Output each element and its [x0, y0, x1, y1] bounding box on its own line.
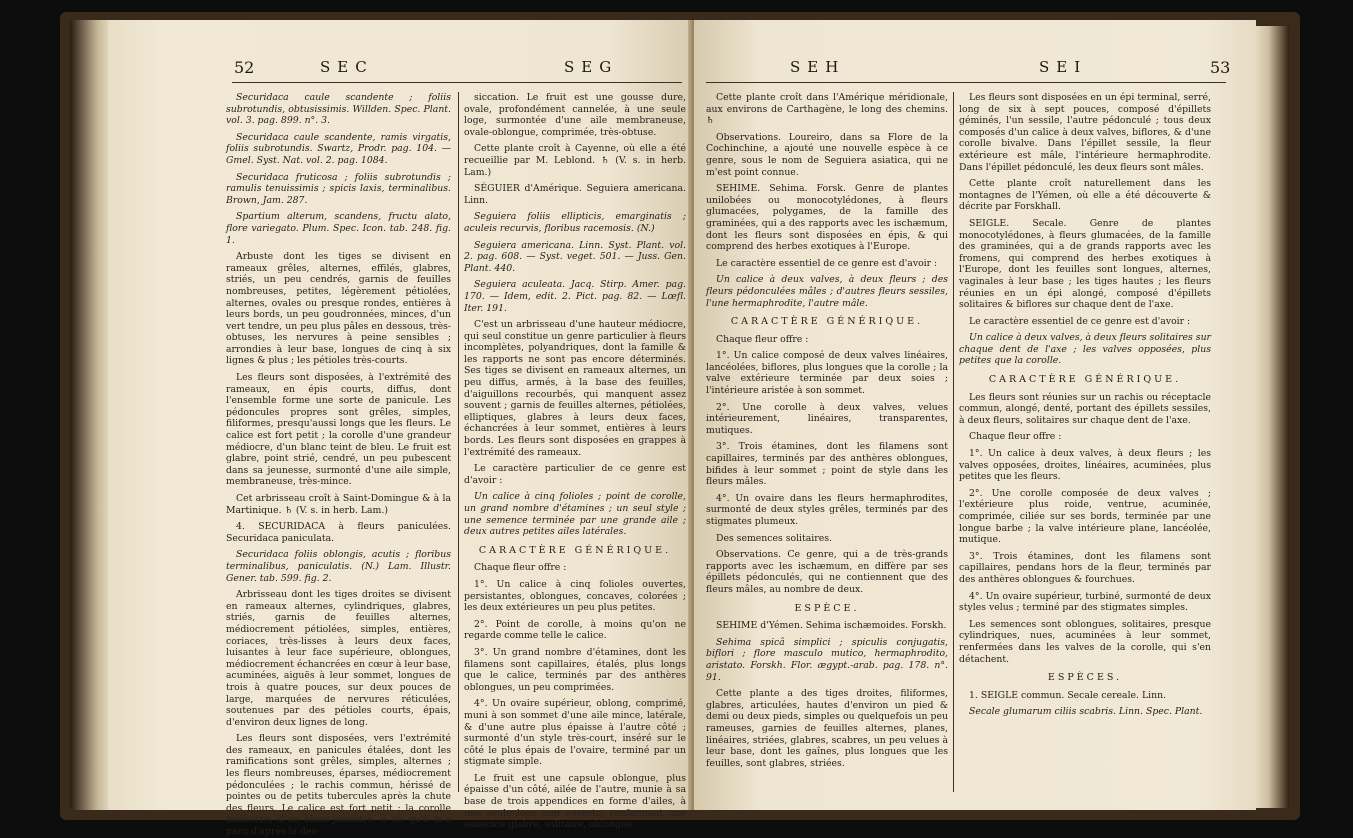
- c3-paragraph-13: ESPÈCE.: [794, 602, 860, 614]
- c2-paragraph-7: Le caractère particulier de ce genre est d'avoir :: [464, 463, 686, 486]
- c4-paragraph-5: CARACTÈRE GÉNÉRIQUE.: [988, 374, 1182, 386]
- c4-paragraph-2: SEIGLE. Secale. Genre de plantes monocotylédones, à fleurs glumacées, de la famille des graminées, qui a de grands rapports avec les fromens, qui comprend des herbes exotiques à l'Europe, dont les feuilles sont longues, alternes, vaginales à leur base ; les tiges hautes ; les fleurs réunies en un épi alongé, composé d'épillets solitaires & biflores sur chaque dent de l'axe.: [959, 217, 1211, 311]
- header-rule: [706, 82, 1226, 83]
- c1-paragraph-0: Securidaca caule scandente ; foliis subrotundis, obtusissimis. Willden. Spec. Plant. vol. 3. pag. 899. n°. 3.: [226, 92, 451, 127]
- page-edges-right: [1255, 26, 1289, 808]
- running-head-sec: SEC: [320, 58, 374, 76]
- page-edges-left: [70, 20, 110, 810]
- page-number-53: 53: [1210, 58, 1231, 77]
- running-head-seg: SEG: [564, 58, 619, 76]
- c3-paragraph-14: SEHIME d'Yémen. Sehima ischæmoides. Forskh.: [716, 620, 947, 632]
- c2-paragraph-11: 1°. Un calice à cinq folioles ouvertes, persistantes, oblongues, concaves, colorées ; les deux extérieures un peu plus petites.: [464, 578, 686, 614]
- c2-paragraph-1: Cette plante croît à Cayenne, où elle a été recueillie par M. Leblond. ♄ (V. s. in herb. Lam.): [464, 143, 686, 178]
- c2-paragraph-9: CARACTÈRE GÉNÉRIQUE.: [478, 544, 672, 556]
- c3-paragraph-1: Observations. Loureiro, dans sa Flore de la Cochinchine, a ajouté une nouvelle espèce à ce genre, sous le nom de Seguiera asiatica, qui ne m'est point connue.: [706, 131, 948, 178]
- c4-paragraph-6: Les fleurs sont réunies sur un rachis ou réceptacle commun, alongé, denté, portant des épillets sessiles, à deux fleurs, solitaires sur chaque dent de l'axe.: [959, 391, 1211, 426]
- c2-paragraph-15: Le fruit est une capsule oblongue, plus épaisse d'un côté, ailée de l'autre, munie à sa base de trois appendices en forme d'ailes, à une seule loge non ouverte, renfermant une semence glabre, solitaire, oblongue.: [464, 772, 686, 831]
- c2-paragraph-0: siccation. Le fruit est une gousse dure, ovale, profondément cannelée, à une seule loge, surmontée d'une aile membraneuse, ovale-oblongue, comprimée, très-obtuse.: [464, 92, 686, 138]
- c1-paragraph-10: Les fleurs sont disposées, vers l'extrémité des rameaux, en panicules étalées, dont les ramifications sont grêles, simples, alternes ; les fleurs nombreuses, éparses, médiocrement pédonculées ; le rachis commun, hérissé de pointes ou de petits tubercules après la chute des fleurs. Le calice est fort petit ; la corolle médiocre, d'un blanc-jaunâtre, à ce qu'il m'a paru d'après la des-: [226, 733, 451, 838]
- c2-paragraph-3: Seguiera foliis ellipticis, emarginatis ; aculeis recurvis, floribus racemosis. (N.): [464, 211, 686, 234]
- c2-paragraph-5: Seguiera aculeata. Jacq. Stirp. Amer. pag. 170. — Idem, edit. 2. Pict. pag. 82. — Lœfl. Iter. 191.: [464, 279, 686, 314]
- c4-paragraph-15: Secale glumarum ciliis scabris. Linn. Spec. Plant.: [969, 706, 1203, 718]
- c3-paragraph-4: Un calice à deux valves, à deux fleurs ; des fleurs pédonculées mâles ; d'autres fleurs sessiles, l'une hermaphrodite, l'autre mâle.: [706, 274, 948, 309]
- c4-paragraph-14: 1. SEIGLE commun. Secale cereale. Linn.: [969, 689, 1167, 701]
- c3-paragraph-7: 1°. Un calice composé de deux valves linéaires, lancéolées, biflores, plus longues que la corolle ; la valve extérieure terminée par deux soies ; l'intérieure aristée à son sommet.: [706, 350, 948, 397]
- text-column-2: [464, 92, 686, 831]
- c2-paragraph-6: C'est un arbrisseau d'une hauteur médiocre, qui seul constitue un genre particulier à fleurs incomplètes, polyandriques, dont la famille & les rapports ne sont pas encore déterminés. Ses tiges se divisent en rameaux alternes, un peu diffus, armés, à la base des feuilles, d'aiguillons recourbés, qui manquent assez souvent ; garnis de feuilles alternes, pétiolées, elliptiques, glabres à leurs deux faces, échancrées à leur sommet, entières à leurs bords. Les fleurs sont disposées en grappes à l'extrémité des rameaux.: [464, 319, 686, 458]
- left-page: [108, 20, 694, 838]
- c4-paragraph-0: Les fleurs sont disposées en un épi terminal, serré, long de six à sept pouces, composé d'épillets géminés, l'un sessile, l'autre pédonculé ; tous deux composés d'un calice à deux valves, biflores, & d'une corolle bivalve. Dans l'épillet sessile, la fleur extérieure est mâle, l'intérieure hermaphrodite. Dans l'épillet pédonculé, les deux fleurs sont mâles.: [959, 92, 1211, 173]
- c3-paragraph-9: 3°. Trois étamines, dont les filamens sont capillaires, terminés par des anthères oblongues, bifides à leur sommet ; point de style dans les fleurs mâles.: [706, 441, 948, 488]
- header-rule: [232, 82, 682, 83]
- c3-paragraph-8: 2°. Une corolle à deux valves, velues intérieurement, linéaires, transparentes, mutiques.: [706, 401, 948, 436]
- c3-paragraph-5: CARACTÈRE GÉNÉRIQUE.: [730, 316, 924, 328]
- c2-paragraph-14: 4°. Un ovaire supérieur, oblong, comprimé, muni à son sommet d'une aile mince, latérale, & d'une autre plus épaisse à l'autre côté ; surmonté d'un style très-court, inséré sur le côté le plus épais de l'ovaire, terminé par un stigmate simple.: [464, 698, 686, 768]
- c4-paragraph-8: 1°. Un calice à deux valves, à deux fleurs ; les valves opposées, droites, linéaires, acuminées, plus petites que les fleurs.: [959, 448, 1211, 483]
- c3-paragraph-16: Cette plante a des tiges droites, filiformes, glabres, articulées, hautes d'environ un pied & demi ou deux pieds, simples ou quelquefois un peu rameuses, garnies de feuilles alternes, planes, linéaires, striées, glabres, scabres, un peu velues à leur base, dont les gaînes, plus longues que les feuilles, sont glabres, striées.: [706, 688, 948, 769]
- c4-paragraph-4: Un calice à deux valves, à deux fleurs solitaires sur chaque dent de l'axe ; les valves opposées, plus petites que la corolle.: [959, 332, 1211, 367]
- text-column-3: [706, 92, 948, 792]
- running-head-sei: SEI: [1039, 58, 1088, 76]
- running-head-seh: SEH: [790, 58, 846, 76]
- c1-paragraph-4: Arbuste dont les tiges se divisent en rameaux grêles, alternes, effilés, glabres, striés, un peu cendrés, garnis de feuilles nombreuses, petites, légèrement pétiolées, alternes, ovales ou presque rondes, entières à leurs bords, un peu goudronnées, minces, d'un vert tendre, un peu plus pâles en dessous, très-obtuses, les nervures à peine sensibles ; arrondies à leur base, longues de cinq à six lignes & plus ; les pétioles très-courts.: [226, 251, 451, 367]
- c1-paragraph-7: 4. SECURIDACA à fleurs paniculées. Securidaca paniculata.: [226, 521, 451, 544]
- c3-paragraph-10: 4°. Un ovaire dans les fleurs hermaphrodites, surmonté de deux styles grêles, terminés par des stigmates plumeux.: [706, 492, 948, 527]
- c2-paragraph-2: SÉGUIER d'Amérique. Seguiera americana. Linn.: [464, 183, 686, 206]
- right-page: [694, 20, 1256, 810]
- c4-paragraph-10: 3°. Trois étamines, dont les filamens sont capillaires, pendans hors de la fleur, terminés par des anthères oblongues & fourchues.: [959, 550, 1211, 585]
- c1-paragraph-6: Cet arbrisseau croît à Saint-Domingue & à la Martinique. ♄ (V. s. in herb. Lam.): [226, 493, 451, 516]
- c3-paragraph-0: Cette plante croît dans l'Amérique méridionale, aux environs de Carthagène, le long des chemins. ♄: [706, 92, 948, 127]
- c3-paragraph-15: Sehima spicâ simplici ; spiculis conjugatis, biflori ; flore masculo mutico, hermaphrodito, aristato. Forskh. Flor. ægypt.-arab. pag. 178. n°. 91.: [706, 636, 948, 683]
- text-column-1: [226, 92, 451, 838]
- c4-paragraph-1: Cette plante croît naturellement dans les montagnes de l'Yémen, où elle a été découverte & décrite par Forskhall.: [959, 178, 1211, 213]
- column-divider: [458, 92, 459, 792]
- c1-paragraph-3: Spartium alterum, scandens, fructu alato, flore variegato. Plum. Spec. Icon. tab. 248. fig. 1.: [226, 211, 451, 246]
- c4-paragraph-3: Le caractère essentiel de ce genre est d'avoir :: [969, 315, 1191, 327]
- c1-paragraph-1: Securidaca caule scandente, ramis virgatis, foliis subrotundis. Swartz, Prodr. pag. 104. — Gmel. Syst. Nat. vol. 2. pag. 1084.: [226, 131, 451, 166]
- c2-paragraph-8: Un calice à cinq folioles ; point de corolle, un grand nombre d'étamines ; un seul style ; une semence terminée par une grande aile ; deux autres petites ailes latérales.: [464, 491, 686, 538]
- c4-paragraph-13: ESPÈCES.: [1047, 672, 1123, 684]
- text-column-4: [959, 92, 1211, 792]
- c4-paragraph-12: Les semences sont oblongues, solitaires, presque cylindriques, nues, acuminées à leur sommet, renfermées dans les valves de la corolle, qui s'en détachent.: [959, 618, 1211, 665]
- c1-paragraph-9: Arbrisseau dont les tiges droites se divisent en rameaux alternes, cylindriques, glabres, striés, garnis de feuilles alternes, médiocrement pétiolées, simples, entières, coriaces, très-lisses à leurs deux faces, luisantes à leur face supérieure, oblongues, médiocrement échancrées en cœur à leur base, acuminées, aiguës à leur sommet, longues de trois à quatre pouces, sur deux pouces de large, marquées de nervures réticulées, soutenues par des pétioles courts, épais, d'environ deux lignes de long.: [226, 589, 451, 728]
- column-divider: [953, 92, 954, 792]
- c1-paragraph-5: Les fleurs sont disposées, à l'extrémité des rameaux, en épis courts, diffus, dont l'ensemble forme une sorte de panicule. Les pédoncules propres sont grêles, simples, filiformes, presqu'aussi longs que les fleurs. Le calice est fort petit ; la corolle d'une grandeur médiocre, d'un blanc teint de bleu. Le fruit est glabre, point strié, cendré, un peu pubescent dans sa jeunesse, surmonté d'une aile simple, membraneuse, très-mince.: [226, 372, 451, 488]
- c3-paragraph-2: SEHIME. Sehima. Forsk. Genre de plantes unilobées ou monocotylédones, à fleurs glumacées, polygames, de la famille des graminées, qui a des rapports avec les ischæmum, dont les fleurs sont disposées en épis, & qui comprend des herbes exotiques à l'Europe.: [706, 183, 948, 253]
- c2-paragraph-4: Seguiera americana. Linn. Syst. Plant. vol. 2. pag. 608. — Syst. veget. 501. — Juss. Gen. Plant. 440.: [464, 239, 686, 274]
- c4-paragraph-7: Chaque fleur offre :: [969, 431, 1062, 443]
- c1-paragraph-8: Securidaca foliis oblongis, acutis ; floribus terminalibus, paniculatis. (N.) Lam. Illustr. Gener. tab. 599. fig. 2.: [226, 549, 451, 584]
- c1-paragraph-2: Securidaca fruticosa ; foliis subrotundis ; ramulis tenuissimis ; spicis laxis, terminalibus. Brown, Jam. 287.: [226, 171, 451, 206]
- c3-paragraph-11: Des semences solitaires.: [716, 532, 832, 544]
- c2-paragraph-12: 2°. Point de corolle, à moins qu'on ne regarde comme telle le calice.: [464, 618, 686, 642]
- c2-paragraph-10: Chaque fleur offre :: [474, 562, 567, 574]
- page-number-52: 52: [234, 58, 255, 77]
- c3-paragraph-3: Le caractère essentiel de ce genre est d'avoir :: [716, 257, 938, 269]
- c4-paragraph-11: 4°. Un ovaire supérieur, turbiné, surmonté de deux styles velus ; terminé par des stigmates simples.: [959, 590, 1211, 614]
- c2-paragraph-13: 3°. Un grand nombre d'étamines, dont les filamens sont capillaires, étalés, plus longs que le calice, terminés par des anthères oblongues, un peu comprimées.: [464, 646, 686, 693]
- c3-paragraph-6: Chaque fleur offre :: [716, 333, 809, 345]
- c4-paragraph-9: 2°. Une corolle composée de deux valves ; l'extérieure plus roide, ventrue, acuminée, comprimée, ciliée sur ses bords, terminée par une longue barbe ; la valve intérieure plane, lancéolée, mutique.: [959, 487, 1211, 546]
- c3-paragraph-12: Observations. Ce genre, qui a de très-grands rapports avec les ischæmum, en diffère par ses épillets pédonculés, qui ne contiennent que des fleurs mâles, au nombre de deux.: [706, 549, 948, 595]
